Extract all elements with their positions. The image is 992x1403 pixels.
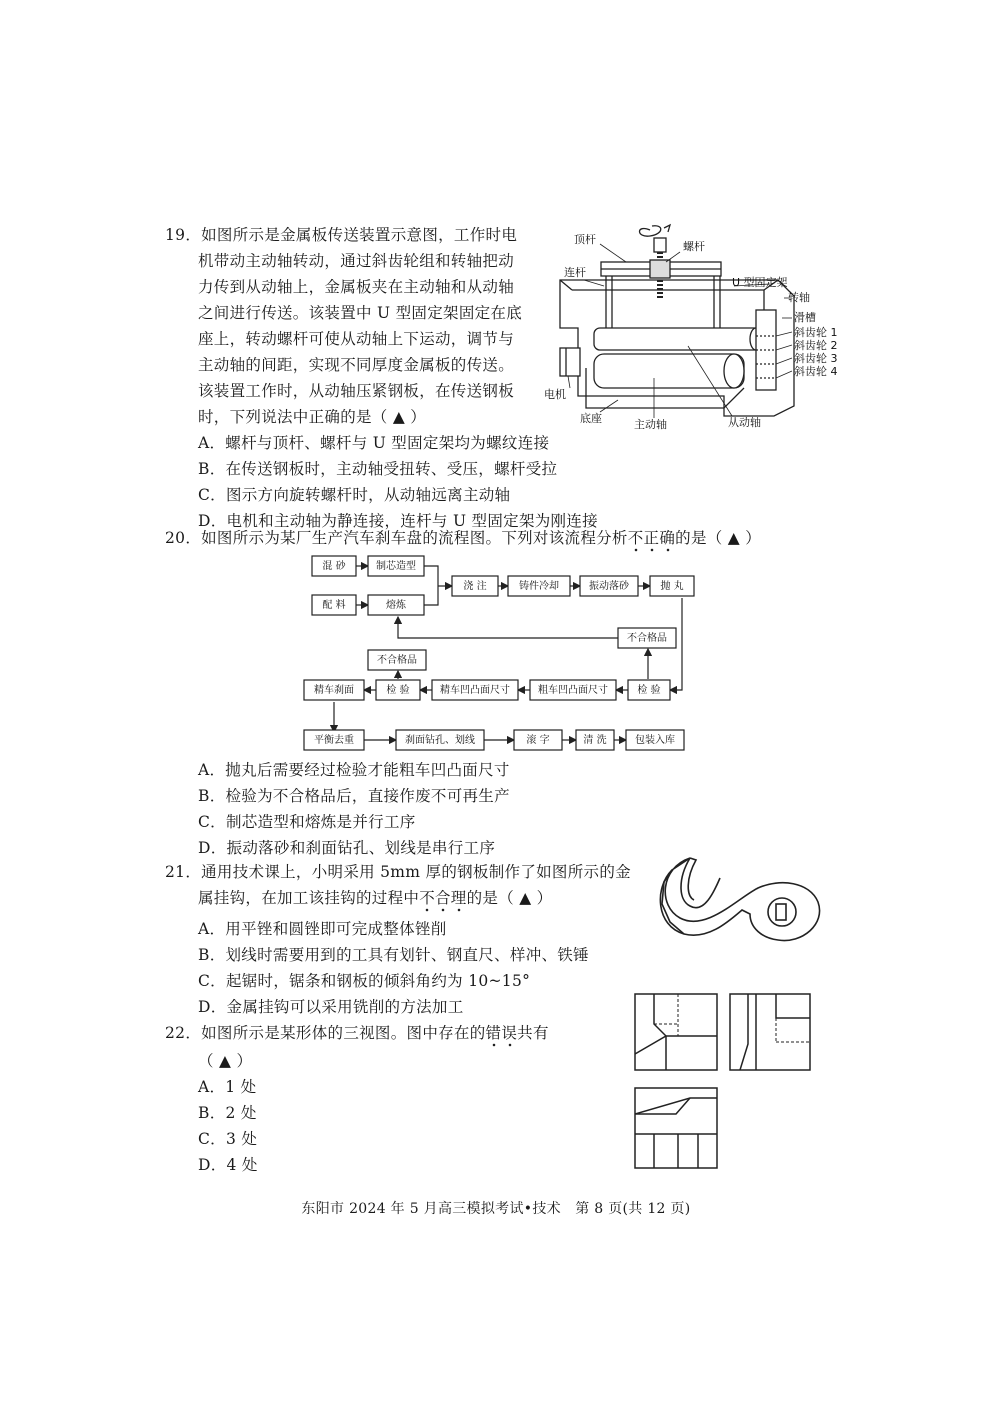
page-footer: 东阳市 2024 年 5 月高三模拟考试•技术 第 8 页(共 12 页) [301,1201,691,1217]
q19-stem-line: 之间进行传送。该装置中 U 型固定架固定在底 [198,304,523,322]
label-motor: 电机 [544,388,566,401]
label-gear-3: 斜齿轮 3 [794,352,838,365]
flow-rough-face [530,680,616,700]
q20-flowchart [300,552,700,752]
label-top-rod: 顶杆 [574,233,596,246]
svg-text:包装入库: 包装入库 [635,735,675,746]
svg-text:不合格品: 不合格品 [627,633,667,644]
flow-knurl [514,730,562,750]
flow-reject-a [618,628,676,648]
svg-text:不合格品: 不合格品 [377,655,417,666]
flow-casting-cooling [508,576,570,596]
q21-hook-figure [650,848,840,958]
q21-option-c: C．起锯时，锯条和钢板的倾斜角约为 10~15° [198,972,531,990]
q22-stem-tail: 共有 [517,1024,549,1042]
label-gear-4: 斜齿轮 4 [794,365,838,378]
svg-text:精车凹凸面尺寸: 精车凹凸面尺寸 [440,685,510,696]
svg-text:检 验: 检 验 [637,685,661,696]
svg-text:配 料: 配 料 [322,600,346,611]
flow-shot-blast [650,576,694,596]
label-drive-shaft: 主动轴 [634,418,667,431]
label-driven-shaft: 从动轴 [728,416,761,429]
q19-option-a: A．螺杆与顶杆、螺杆与 U 型固定架均为螺纹连接 [198,434,550,452]
top-view [635,1088,717,1168]
svg-text:混 砂: 混 砂 [322,561,346,572]
q19-stem-line: 该装置工作时，从动轴压紧钢板，在传送钢板 [198,382,515,400]
q19-stem-line: 时，下列说法中正确的是（ ▲ ） [198,408,427,426]
q20-option-d: D．振动落砂和刹面钻孔、划线是串行工序 [198,839,496,857]
q22-three-view-figure [630,990,815,1170]
flow-finish-brake [304,680,364,700]
svg-text:滚 字: 滚 字 [526,735,550,746]
q21-stem-line1: 21．通用技术课上，小明采用 5mm 厚的钢板制作了如图所示的金 [165,863,631,881]
svg-text:检 验: 检 验 [386,685,410,696]
svg-text:浇 注: 浇 注 [463,581,487,592]
label-gear-1: 斜齿轮 1 [794,326,838,339]
svg-text:熔炼: 熔炼 [386,600,406,611]
svg-text:抛 丸: 抛 丸 [660,581,684,592]
svg-text:铸件冷却: 铸件冷却 [519,581,559,592]
q19-stem-line: 机带动主动轴转动，通过斜齿轮组和转轴把动 [198,252,515,270]
q19-stem-line: 座上，转动螺杆可使从动轴上下运动，调节与 [198,330,515,348]
svg-text:平衡去重: 平衡去重 [314,735,354,746]
q20-stem-text: 20．如图所示为某厂生产汽车刹车盘的流程图。下列对该流程分析 [165,529,628,547]
q20-stem [165,528,761,548]
flow-inspect-b [628,680,670,700]
q20-option-a: A．抛丸后需要经过检验才能粗车凹凸面尺寸 [198,761,510,779]
q22-option-a: A．1 处 [198,1078,257,1096]
flow-batching [312,595,356,615]
label-u-frame: U 型固定架 [732,276,788,289]
q22-stem-text: 22．如图所示是某形体的三视图。图中存在的 [165,1024,486,1042]
q21-option-b: B．划线时需要用到的工具有划针、钢直尺、样冲、铁锤 [198,946,589,964]
q20-option-b: B．检验为不合格品后，直接作废不可再生产 [198,787,510,805]
svg-text:清 洗: 清 洗 [583,735,607,746]
q21-option-a: A．用平锉和圆锉即可完成整体锉削 [198,920,447,938]
flow-pack [626,730,684,750]
q21-stem-line2 [198,888,552,908]
q19-option-b: B．在传送钢板时，主动轴受扭转、受压，螺杆受拉 [198,460,558,478]
flow-core-molding [368,556,424,576]
q22-option-b: B．2 处 [198,1104,257,1122]
q22-option-c: C．3 处 [198,1130,258,1148]
svg-text:制芯造型: 制芯造型 [376,561,416,572]
flow-finish-face [432,680,518,700]
q19-option-d: D．电机和主动轴为静连接，连杆与 U 型固定架为刚连接 [198,512,598,530]
q22-stem-emphasis: 错误 [486,1024,518,1047]
q22-stem [165,1023,549,1043]
side-view [730,994,810,1070]
q22-option-d: D．4 处 [198,1156,258,1174]
q19-stem-line: 主动轴的间距，实现不同厚度金属板的传送。 [198,356,515,374]
flow-balance [304,730,364,750]
label-link-rod: 连杆 [564,266,586,279]
q19-option-c: C．图示方向旋转螺杆时，从动轴远离主动轴 [198,486,511,504]
q21-option-d: D．金属挂钩可以采用铣削的方法加工 [198,998,464,1016]
flow-mix-sand [312,556,356,576]
flow-reject-b [368,650,426,670]
label-base: 底座 [580,412,602,425]
svg-text:振动落砂: 振动落砂 [589,581,629,592]
q20-stem-tail: 的是（ ▲ ） [675,529,762,547]
label-gear-2: 斜齿轮 2 [794,339,838,352]
flow-smelting [368,595,424,615]
q19-stem-line: 力传到从动轴上，金属板夹在主动轴和从动轴 [198,278,515,296]
front-view [635,994,717,1070]
q21-stem-emphasis: 不合理 [419,889,466,912]
q22-answer-blank: （ ▲ ） [198,1052,253,1070]
q20-stem-emphasis: 不正确 [628,529,675,552]
label-shaft: 转轴 [788,291,810,304]
flow-inspect-a [376,680,420,700]
q19-conveyor-figure [538,218,850,438]
svg-text:精车刹面: 精车刹面 [314,685,354,696]
flow-drill-mark [396,730,484,750]
label-screw: 螺杆 [683,240,705,253]
svg-text:粗车凹凸面尺寸: 粗车凹凸面尺寸 [538,685,608,696]
label-slot: 滑槽 [794,311,816,324]
q21-stem-tail: 的是（ ▲ ） [466,889,553,907]
flow-shakeout [580,576,638,596]
svg-text:刹面钻孔、划线: 刹面钻孔、划线 [405,735,475,746]
q20-option-c: C．制芯造型和熔炼是并行工序 [198,813,416,831]
q21-stem-text: 属挂钩，在加工该挂钩的过程中 [198,889,420,907]
flow-pouring [452,576,498,596]
flow-clean [576,730,614,750]
q19-stem-line: 19．如图所示是金属板传送装置示意图，工作时电 [165,226,518,244]
